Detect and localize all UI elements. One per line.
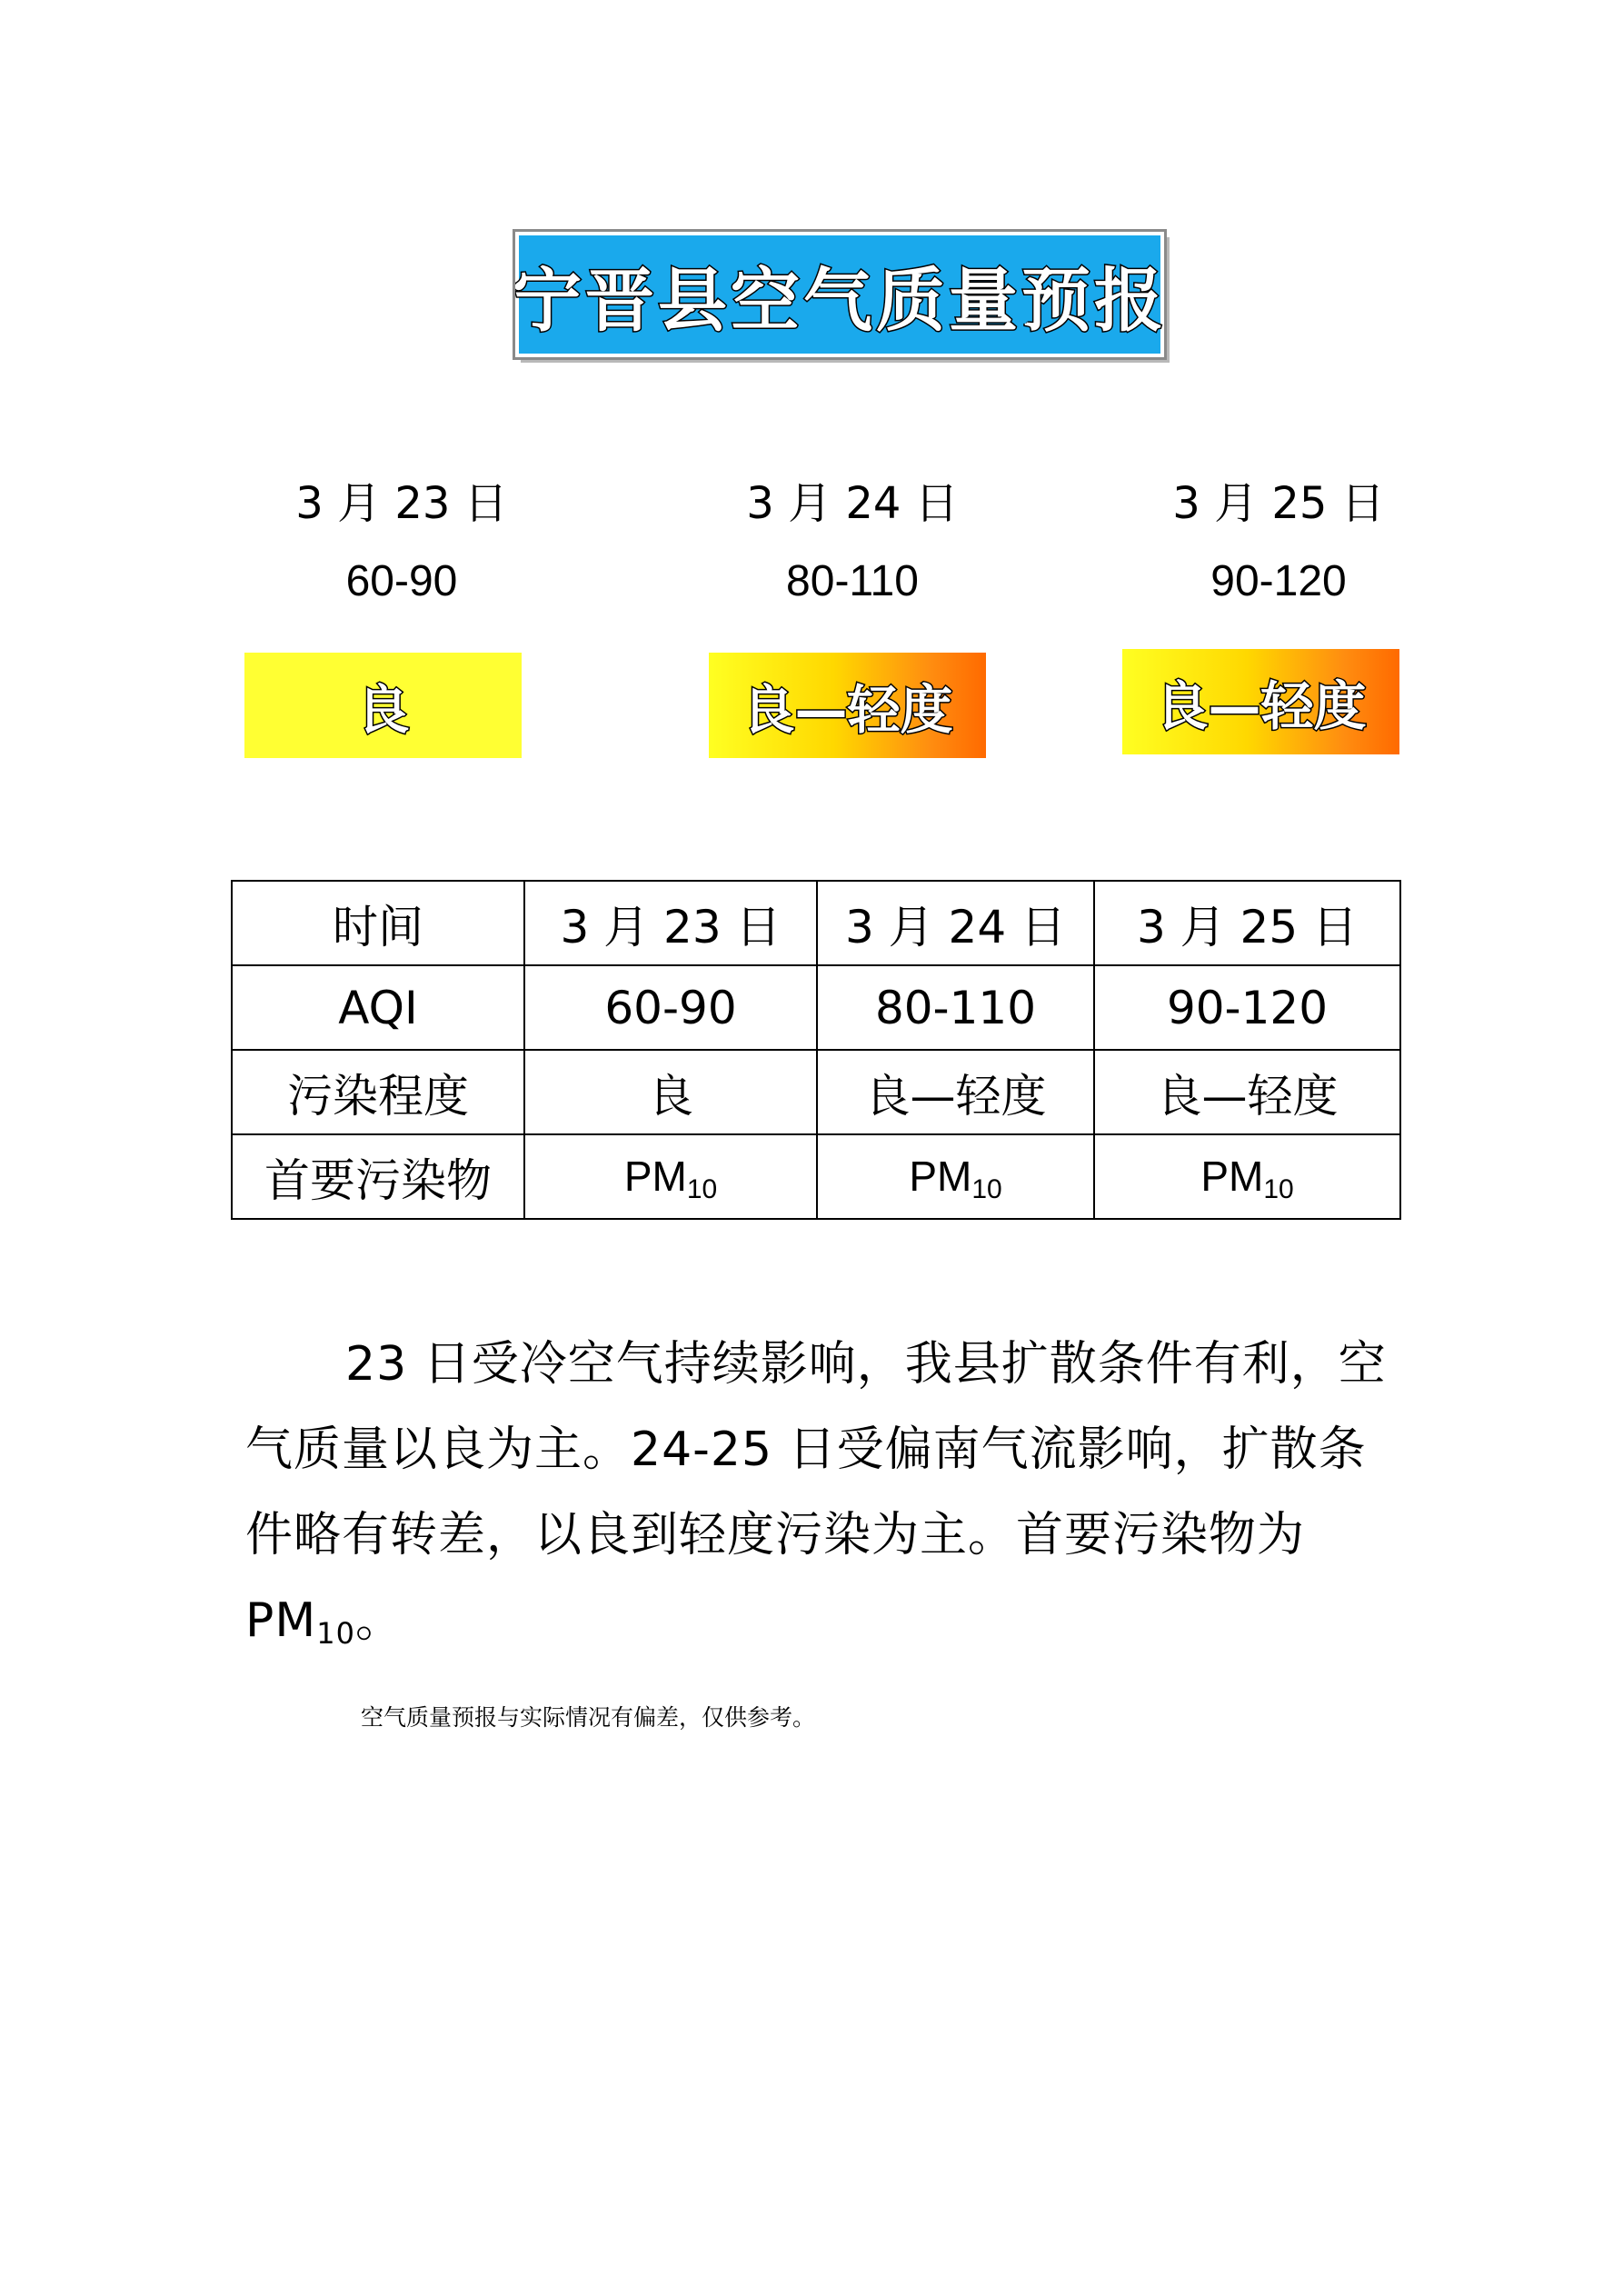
day-2-date: 3 月 24 日	[746, 478, 959, 529]
title-banner	[513, 232, 1167, 357]
table-row-pollution-level	[232, 1050, 1400, 1134]
pollutant-name: PM	[245, 1593, 317, 1648]
day-1-level: 良	[356, 679, 410, 741]
pollutant-subscript: 10	[971, 1173, 1002, 1204]
pollutant-name: PM	[1200, 1152, 1264, 1200]
day-1-aqi: 60-90	[345, 557, 458, 605]
day-2-level-badge	[709, 653, 986, 758]
day-1-level-badge	[244, 653, 522, 758]
table-cell: 60-90	[524, 965, 817, 1050]
day-1-date: 3 月 23 日	[295, 478, 508, 529]
day-3-level-badge	[1122, 649, 1399, 754]
day-2-aqi: 80-110	[786, 557, 919, 605]
table-header-cell: 时间	[232, 881, 524, 965]
table-cell	[524, 1134, 817, 1219]
description-line-1: 23 日受冷空气持续影响，我县扩散条件有利，空	[345, 1337, 1387, 1392]
description-line-3: 件略有转差，以良到轻度污染为主。首要污染物为	[245, 1508, 1306, 1562]
forecast-table	[231, 880, 1401, 1220]
pollutant-name: PM	[909, 1152, 972, 1200]
table-row-primary-pollutant	[232, 1134, 1400, 1219]
table-cell: 良	[524, 1050, 817, 1134]
description-line-2: 气质量以良为主。24-25 日受偏南气流影响，扩散条	[245, 1423, 1367, 1477]
table-cell	[817, 1134, 1094, 1219]
day-2-level: 良—轻度	[742, 679, 953, 741]
table-header-row	[232, 881, 1400, 965]
sentence-end: 。	[354, 1593, 403, 1648]
table-cell: 90-120	[1094, 965, 1400, 1050]
table-header-cell: 3 月 25 日	[1094, 881, 1400, 965]
pollutant-subscript: 10	[316, 1616, 355, 1651]
table-row-aqi	[232, 965, 1400, 1050]
table-cell: 良—轻度	[817, 1050, 1094, 1134]
day-3-date: 3 月 25 日	[1172, 478, 1385, 529]
page-title: 宁晋县空气质量预报	[513, 259, 1167, 341]
table-row-label: 首要污染物	[232, 1134, 524, 1219]
day-3-level: 良—轻度	[1155, 675, 1367, 737]
table-header-cell: 3 月 23 日	[524, 881, 817, 965]
table-cell	[1094, 1134, 1400, 1219]
pollutant-subscript: 10	[1263, 1173, 1294, 1204]
table-header-cell: 3 月 24 日	[817, 881, 1094, 965]
table-row-label: AQI	[232, 965, 524, 1050]
pollutant-subscript: 10	[686, 1173, 718, 1204]
table-row-label: 污染程度	[232, 1050, 524, 1134]
description-line-4	[245, 1582, 403, 1651]
table-cell: 良—轻度	[1094, 1050, 1400, 1134]
day-3-aqi: 90-120	[1210, 557, 1347, 605]
disclaimer: 空气质量预报与实际情况有偏差，仅供参考。	[361, 1704, 816, 1731]
table-cell: 80-110	[817, 965, 1094, 1050]
pollutant-name: PM	[623, 1152, 687, 1200]
